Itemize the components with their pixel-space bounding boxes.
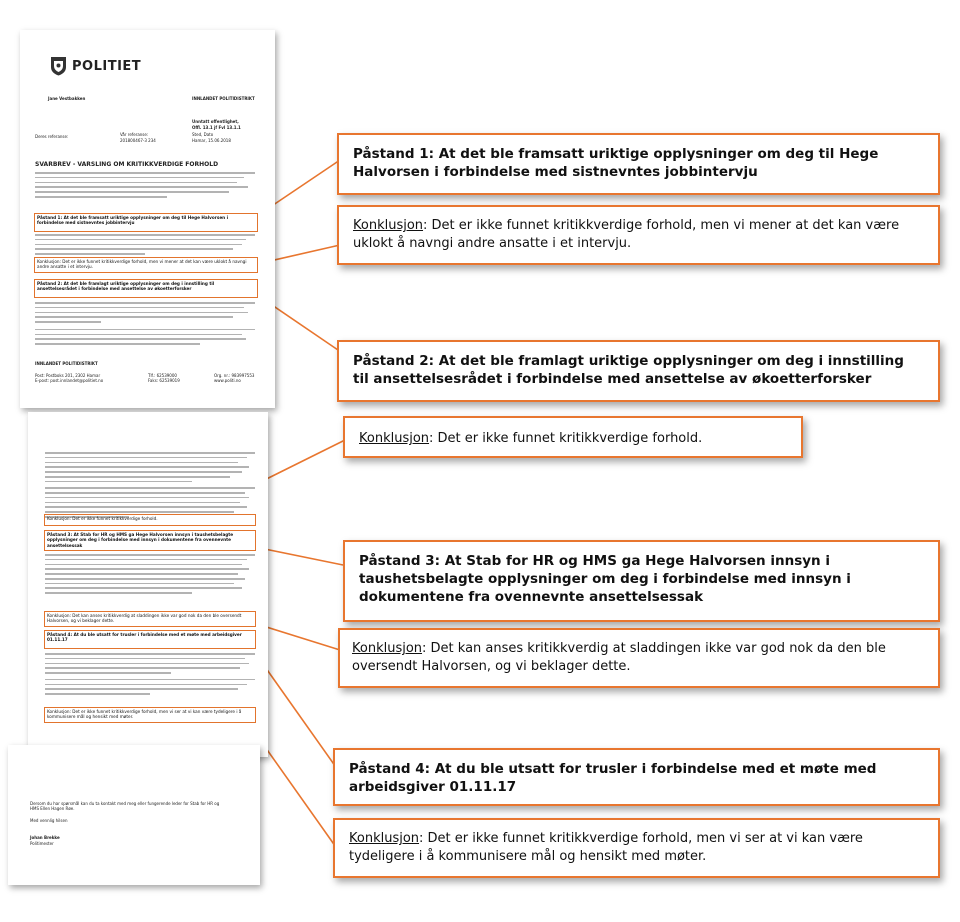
highlight-box-claim-3: [44, 530, 256, 551]
footer-org: Org. nr.: 983997553: [214, 373, 255, 378]
callout-conclusion-4-label: Konklusjon: [349, 831, 420, 846]
callout-claim-2-text: Påstand 2: At det ble framlagt uriktige opplysninger om deg i innstilling til ansettelsesrådet i forbindelse med ansettelse av økoetterforsker: [353, 353, 904, 388]
highlight-box-conclusion-2: [44, 514, 256, 526]
document-page-1: [20, 30, 275, 408]
callout-conclusion-3: [338, 628, 940, 688]
our-ref-label: Vår referanse:: [120, 132, 149, 137]
callout-conclusion-1-text: : Det er ikke funnet kritikkverdige forhold, men vi mener at det kan være uklokt å navngi andre ansatte i et intervju.: [353, 218, 900, 251]
page2-body-lines-3: [45, 653, 255, 698]
highlight-conclusion-1-text: Konklusjon: Det er ikke funnet kritikkverdige forhold, men vi mener at det kan være uklokt å navngi andre ansatte i et intervju.: [37, 259, 247, 270]
page2-body-lines: [45, 452, 255, 521]
greeting: Med vennlig hilsen: [30, 818, 68, 823]
document-page-2: [28, 412, 268, 757]
callout-claim-2: [337, 340, 940, 402]
district-header: INNLANDET POLITIDISTRIKT: [192, 96, 255, 101]
logo-text: POLITIET: [72, 59, 142, 74]
callout-claim-4: [333, 748, 940, 806]
place-date-label: Sted, Dato: [192, 132, 214, 137]
callout-conclusion-2-label: Konklusjon: [359, 431, 430, 446]
police-crest-icon: [50, 56, 67, 76]
callout-conclusion-2: [343, 416, 803, 458]
highlight-claim-4-text: Påstand 4: At du ble utsatt for trusler i forbindelse med et møte med arbeidsgiver 01.11.17: [47, 632, 242, 643]
highlight-claim-3-text: Påstand 3: At Stab for HR og HMS ga Hege Halvorsen innsyn i taushetsbelagte opplysninger om deg i forbindelse med innsyn i dokumentene fra ovennevnte ansettelsessak: [47, 532, 234, 548]
footer-fax: Faks: 62539019: [148, 378, 180, 383]
closing-line-2: HMS Ellen Hagen Røe.: [30, 806, 75, 811]
signer-name: Johan Brekke: [30, 835, 60, 840]
letter-heading: SVARBREV - VARSLING OM KRITIKKVERDIGE FORHOLD: [35, 161, 219, 168]
highlight-box-claim-4: [44, 630, 256, 649]
footer-web: www.politi.no: [214, 378, 241, 383]
exempt-line-1: Unntatt offentlighet,: [192, 119, 239, 124]
place-date-value: Hamar, 15.06.2018: [192, 138, 231, 143]
callout-claim-1-text: Påstand 1: At det ble framsatt uriktige opplysninger om deg til Hege Halvorsen i forbindelse med sistnevntes jobbintervju: [353, 146, 879, 181]
highlight-claim-1-text: Påstand 1: At det ble framsatt uriktige opplysninger om deg til Hege Halvorsen i forbindelse med sistnevntes jobbintervju: [37, 215, 229, 226]
our-ref-value: 201800467-3 234: [120, 138, 156, 143]
closing-line-1: Dersom du har spørsmål kan du ta kontakt med meg eller fungerende leder for Stab for HR og: [30, 801, 220, 806]
callout-conclusion-3-text: : Det kan anses kritikkverdig at sladdingen ikke var god nok da den ble oversendt Halvorsen, og vi beklager dette.: [352, 641, 886, 674]
highlight-conclusion-3-text: Konklusjon: Det kan anses kritikkverdig at sladdingen ikke var god nok da den ble oversendt Halvorsen, og vi beklager dette.: [47, 613, 242, 624]
highlight-conclusion-4-text: Konklusjon: Det er ikke funnet kritikkverdige forhold, men vi ser at vi kan være tydeligere i å kommunisere mål og hensikt med møter.: [47, 709, 242, 720]
footer-tel: Tlf.: 62539000: [148, 373, 177, 378]
recipient-name: Jane Vestbakken: [48, 96, 86, 101]
body-text-lines-2: [35, 234, 255, 258]
body-text-lines-3: [35, 302, 255, 348]
callout-claim-3-text: Påstand 3: At Stab for HR og HMS ga Hege Halvorsen innsyn i taushetsbelagte opplysninger om deg i forbindelse med innsyn i dokumentene fra ovennevnte ansettelsessak: [359, 553, 851, 606]
exempt-line-2: Offl. 13.1 jf Fvl 13.1.1: [192, 125, 241, 130]
highlight-box-claim-1: [34, 213, 258, 232]
page2-body-lines-2: [45, 554, 255, 597]
body-text-lines: [35, 172, 255, 201]
footer-district: INNLANDET POLITIDISTRIKT: [35, 361, 98, 366]
callout-conclusion-2-text: : Det er ikke funnet kritikkverdige forhold.: [429, 431, 703, 446]
document-page-3: [8, 745, 260, 885]
highlight-box-conclusion-3: [44, 611, 256, 627]
footer-post: Post: Postboks 201, 2302 Hamar: [35, 373, 101, 378]
callout-claim-4-text: Påstand 4: At du ble utsatt for trusler i forbindelse med et møte med arbeidsgiver 01.11.17: [349, 761, 877, 796]
your-ref-label: Deres referanse:: [35, 134, 69, 139]
callout-claim-3: [343, 540, 940, 622]
callout-conclusion-4-text: : Det er ikke funnet kritikkverdige forhold, men vi ser at vi kan være tydeligere i å kommunisere mål og hensikt med møter.: [349, 831, 863, 864]
callout-conclusion-3-label: Konklusjon: [352, 641, 423, 656]
highlight-conclusion-2-text: Konklusjon: Det er ikke funnet kritikkverdige forhold.: [47, 516, 158, 521]
callout-conclusion-1: [337, 205, 940, 265]
callout-conclusion-4: [333, 818, 940, 878]
callout-claim-1: [337, 133, 940, 195]
highlight-box-conclusion-4: [44, 707, 256, 723]
signer-title: Politimester: [30, 841, 54, 846]
highlight-claim-2-text: Påstand 2: At det ble framlagt uriktige opplysninger om deg i innstilling til ansettelsesrådet i forbindelse med ansettelse av økoetterforsker: [37, 281, 215, 292]
callout-conclusion-1-label: Konklusjon: [353, 218, 424, 233]
highlight-box-claim-2: [34, 279, 258, 298]
footer-email: E-post: post.innlandet@politiet.no: [35, 378, 104, 383]
highlight-box-conclusion-1: [34, 257, 258, 273]
